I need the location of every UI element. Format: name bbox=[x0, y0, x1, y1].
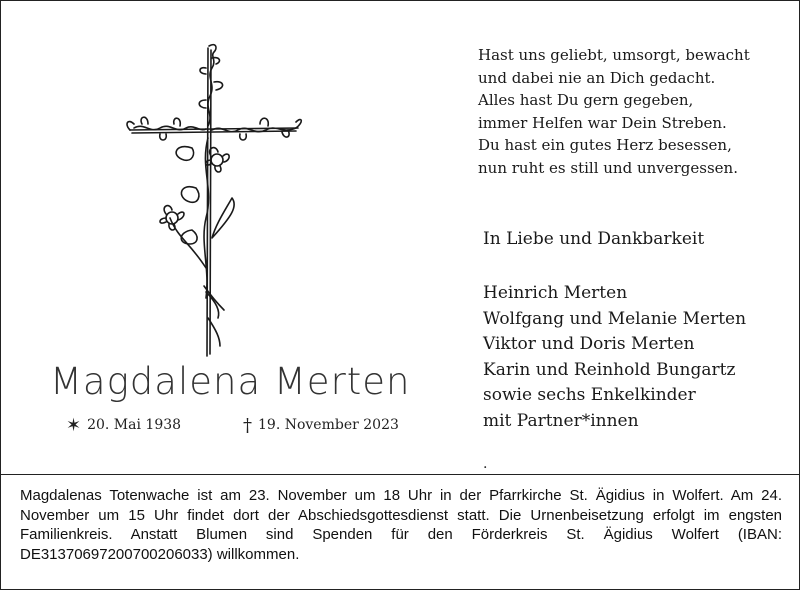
service-notice-text: Magdalenas Totenwache ist am 23. November um 18 Uhr in der Pfarrkirche St. Ägidius in Wolfert. Am 24. November um 15 Uhr findet dort der Abschiedsgottesdienst statt. Die Urnenbeisetzung erfolgt im engsten Familienkreis. Anstatt Blumen sind Spenden für den Förderkreis St. Ägidius Wolfert (IBAN: DE31370697200700206033) willkommen. bbox=[20, 487, 782, 563]
death-date: 19. November 2023 bbox=[258, 417, 399, 433]
service-notice bbox=[0, 474, 800, 591]
poem-line: nun ruht es still und unvergessen. bbox=[478, 158, 738, 177]
mourner-name: Karin und Reinhold Bungartz bbox=[483, 359, 736, 380]
birth-date-line bbox=[66, 415, 181, 436]
death-cross-icon: † bbox=[243, 415, 252, 436]
birth-star-icon: ✶ bbox=[66, 415, 82, 436]
separator-dot: . bbox=[483, 456, 488, 472]
deceased-name: Magdalena Merten bbox=[50, 360, 411, 403]
poem-line: Du hast ein gutes Herz besessen, bbox=[478, 136, 732, 154]
death-date-line bbox=[243, 415, 399, 436]
poem bbox=[478, 44, 778, 179]
mourner-name: sowie sechs Enkelkinder bbox=[483, 385, 696, 405]
mourner-name: Heinrich Merten bbox=[483, 283, 628, 303]
mourners-list bbox=[483, 281, 746, 434]
poem-line: Hast uns geliebt, umsorgt, bewacht bbox=[478, 46, 750, 64]
poem-line: immer Helfen war Dein Streben. bbox=[478, 113, 727, 132]
mourners-intro: In Liebe und Dankbarkeit bbox=[483, 229, 705, 249]
floral-cross-icon bbox=[120, 38, 310, 368]
mourner-name: mit Partner*innen bbox=[483, 410, 639, 431]
birth-date: 20. Mai 1938 bbox=[87, 417, 182, 433]
poem-line: und dabei nie an Dich gedacht. bbox=[478, 68, 716, 87]
mourner-name: Wolfgang und Melanie Merten bbox=[483, 308, 747, 329]
poem-line: Alles hast Du gern gegeben, bbox=[478, 91, 694, 109]
mourner-name: Viktor und Doris Merten bbox=[483, 334, 695, 354]
